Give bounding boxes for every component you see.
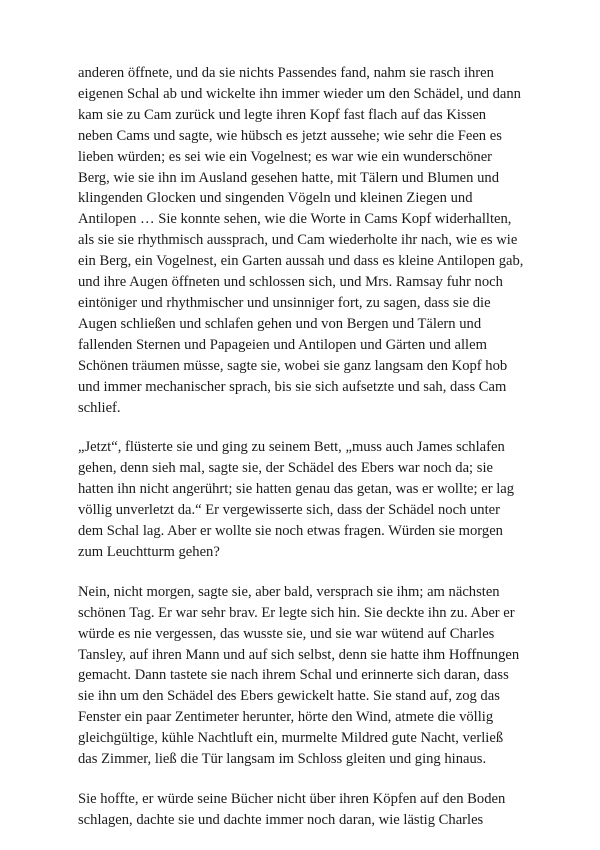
text-line: eigenen Schal ab und wickelte ihn immer wieder um den Schädel, und dann xyxy=(78,85,521,102)
text-line: gemacht. Dann tastete sie nach ihrem Schal und erinnerte sich daran, dass xyxy=(78,667,509,684)
text-line: und immer mechanischer sprach, bis sie sich aufsetzte und sah, dass Cam xyxy=(78,378,507,395)
paragraph xyxy=(78,437,538,562)
text-line: dem Schal lag. Aber er wollte sie noch etwas fragen. Würden sie morgen xyxy=(78,523,503,540)
text-line: als sie sie rhythmisch aussprach, und Cam wiederholte ihr nach, wie es wie xyxy=(78,232,518,249)
text-line: zum Leuchtturm gehen? xyxy=(78,543,220,560)
text-line: gehen, denn sieh mal, sagte sie, der Schädel des Ebers war noch da; sie xyxy=(78,460,493,477)
text-line: Tansley, auf ihren Mann und auf sich selbst, denn sie hatte ihm Hoffnungen xyxy=(78,646,520,663)
text-line: lieben würden; es sei wie ein Vogelnest; es war wie ein wunderschöner xyxy=(78,148,493,165)
text-line: schlief. xyxy=(78,399,121,416)
text-line: und ihre Augen öffneten und schlossen sich, und Mrs. Ramsay fuhr noch xyxy=(78,274,503,291)
text-line: hatten ihn nicht angerührt; sie hatten genau das getan, was er wollte; er lag xyxy=(78,481,515,498)
text-line: gleichgültige, kühle Nachtluft ein, murmelte Mildred gute Nacht, verließ xyxy=(78,730,504,747)
text-line: würde es nie vergessen, das wusste sie, und sie war wütend auf Charles xyxy=(78,625,495,642)
text-line: „Jetzt“, flüsterte sie und ging zu seinem Bett, „muss auch James schlafen xyxy=(78,439,505,456)
paragraph xyxy=(78,789,538,831)
text-line: Berg, wie sie ihn im Ausland gesehen hatte, mit Tälern und Blumen und xyxy=(78,169,499,186)
text-line: Antilopen … Sie konnte sehen, wie die Worte in Cams Kopf widerhallten, xyxy=(78,211,512,228)
text-line: schönen Tag. Er war sehr brav. Er legte sich hin. Sie deckte ihn zu. Aber er xyxy=(78,604,515,621)
paragraph xyxy=(78,582,538,770)
text-line: Sie hoffte, er würde seine Bücher nicht über ihren Köpfen auf den Boden xyxy=(78,791,506,807)
text-line: klingenden Glocken und singenden Vögeln und kleinen Ziegen und xyxy=(78,190,473,207)
text-line: Fenster ein paar Zentimeter herunter, hörte den Wind, atmete die völlig xyxy=(78,709,494,726)
paragraph xyxy=(78,63,538,418)
text-line: neben Cams und sagte, wie hübsch es jetzt aussehe; wie sehr die Feen es xyxy=(78,127,502,144)
text-line: sie ihn um den Schädel des Ebers gewickelt hatte. Sie stand auf, zog das xyxy=(78,688,500,705)
text-line: Schönen träumen müsse, sagte sie, wobei sie ganz langsam den Kopf hob xyxy=(78,357,508,374)
text-line: Nein, nicht morgen, sagte sie, aber bald, versprach sie ihm; am nächsten xyxy=(78,583,500,600)
text-line: kam sie zu Cam zurück und legte ihren Kopf fast flach auf das Kissen xyxy=(78,106,487,123)
text-line: eintöniger und rhythmischer und unsinniger fort, zu sagen, dass sie die xyxy=(78,294,491,311)
text-line: fallenden Sternen und Papageien und Antilopen und Gärten und allem xyxy=(78,336,487,353)
text-line: anderen öffnete, und da sie nichts Passendes fand, nahm sie rasch ihren xyxy=(78,65,494,81)
text-line: schlagen, dachte sie und dachte immer noch daran, wie lästig Charles xyxy=(78,811,484,828)
text-line: Augen schließen und schlafen gehen und von Bergen und Tälern und xyxy=(78,315,482,332)
body-text xyxy=(78,63,538,850)
text-line: völlig unverletzt da.“ Er vergewisserte sich, dass der Schädel noch unter xyxy=(78,502,501,519)
text-line: das Zimmer, ließ die Tür langsam im Schloss gleiten und ging hinaus. xyxy=(78,751,487,768)
text-line: ein Berg, ein Vogelnest, ein Garten aussah und dass es kleine Antilopen gab, xyxy=(78,253,524,270)
